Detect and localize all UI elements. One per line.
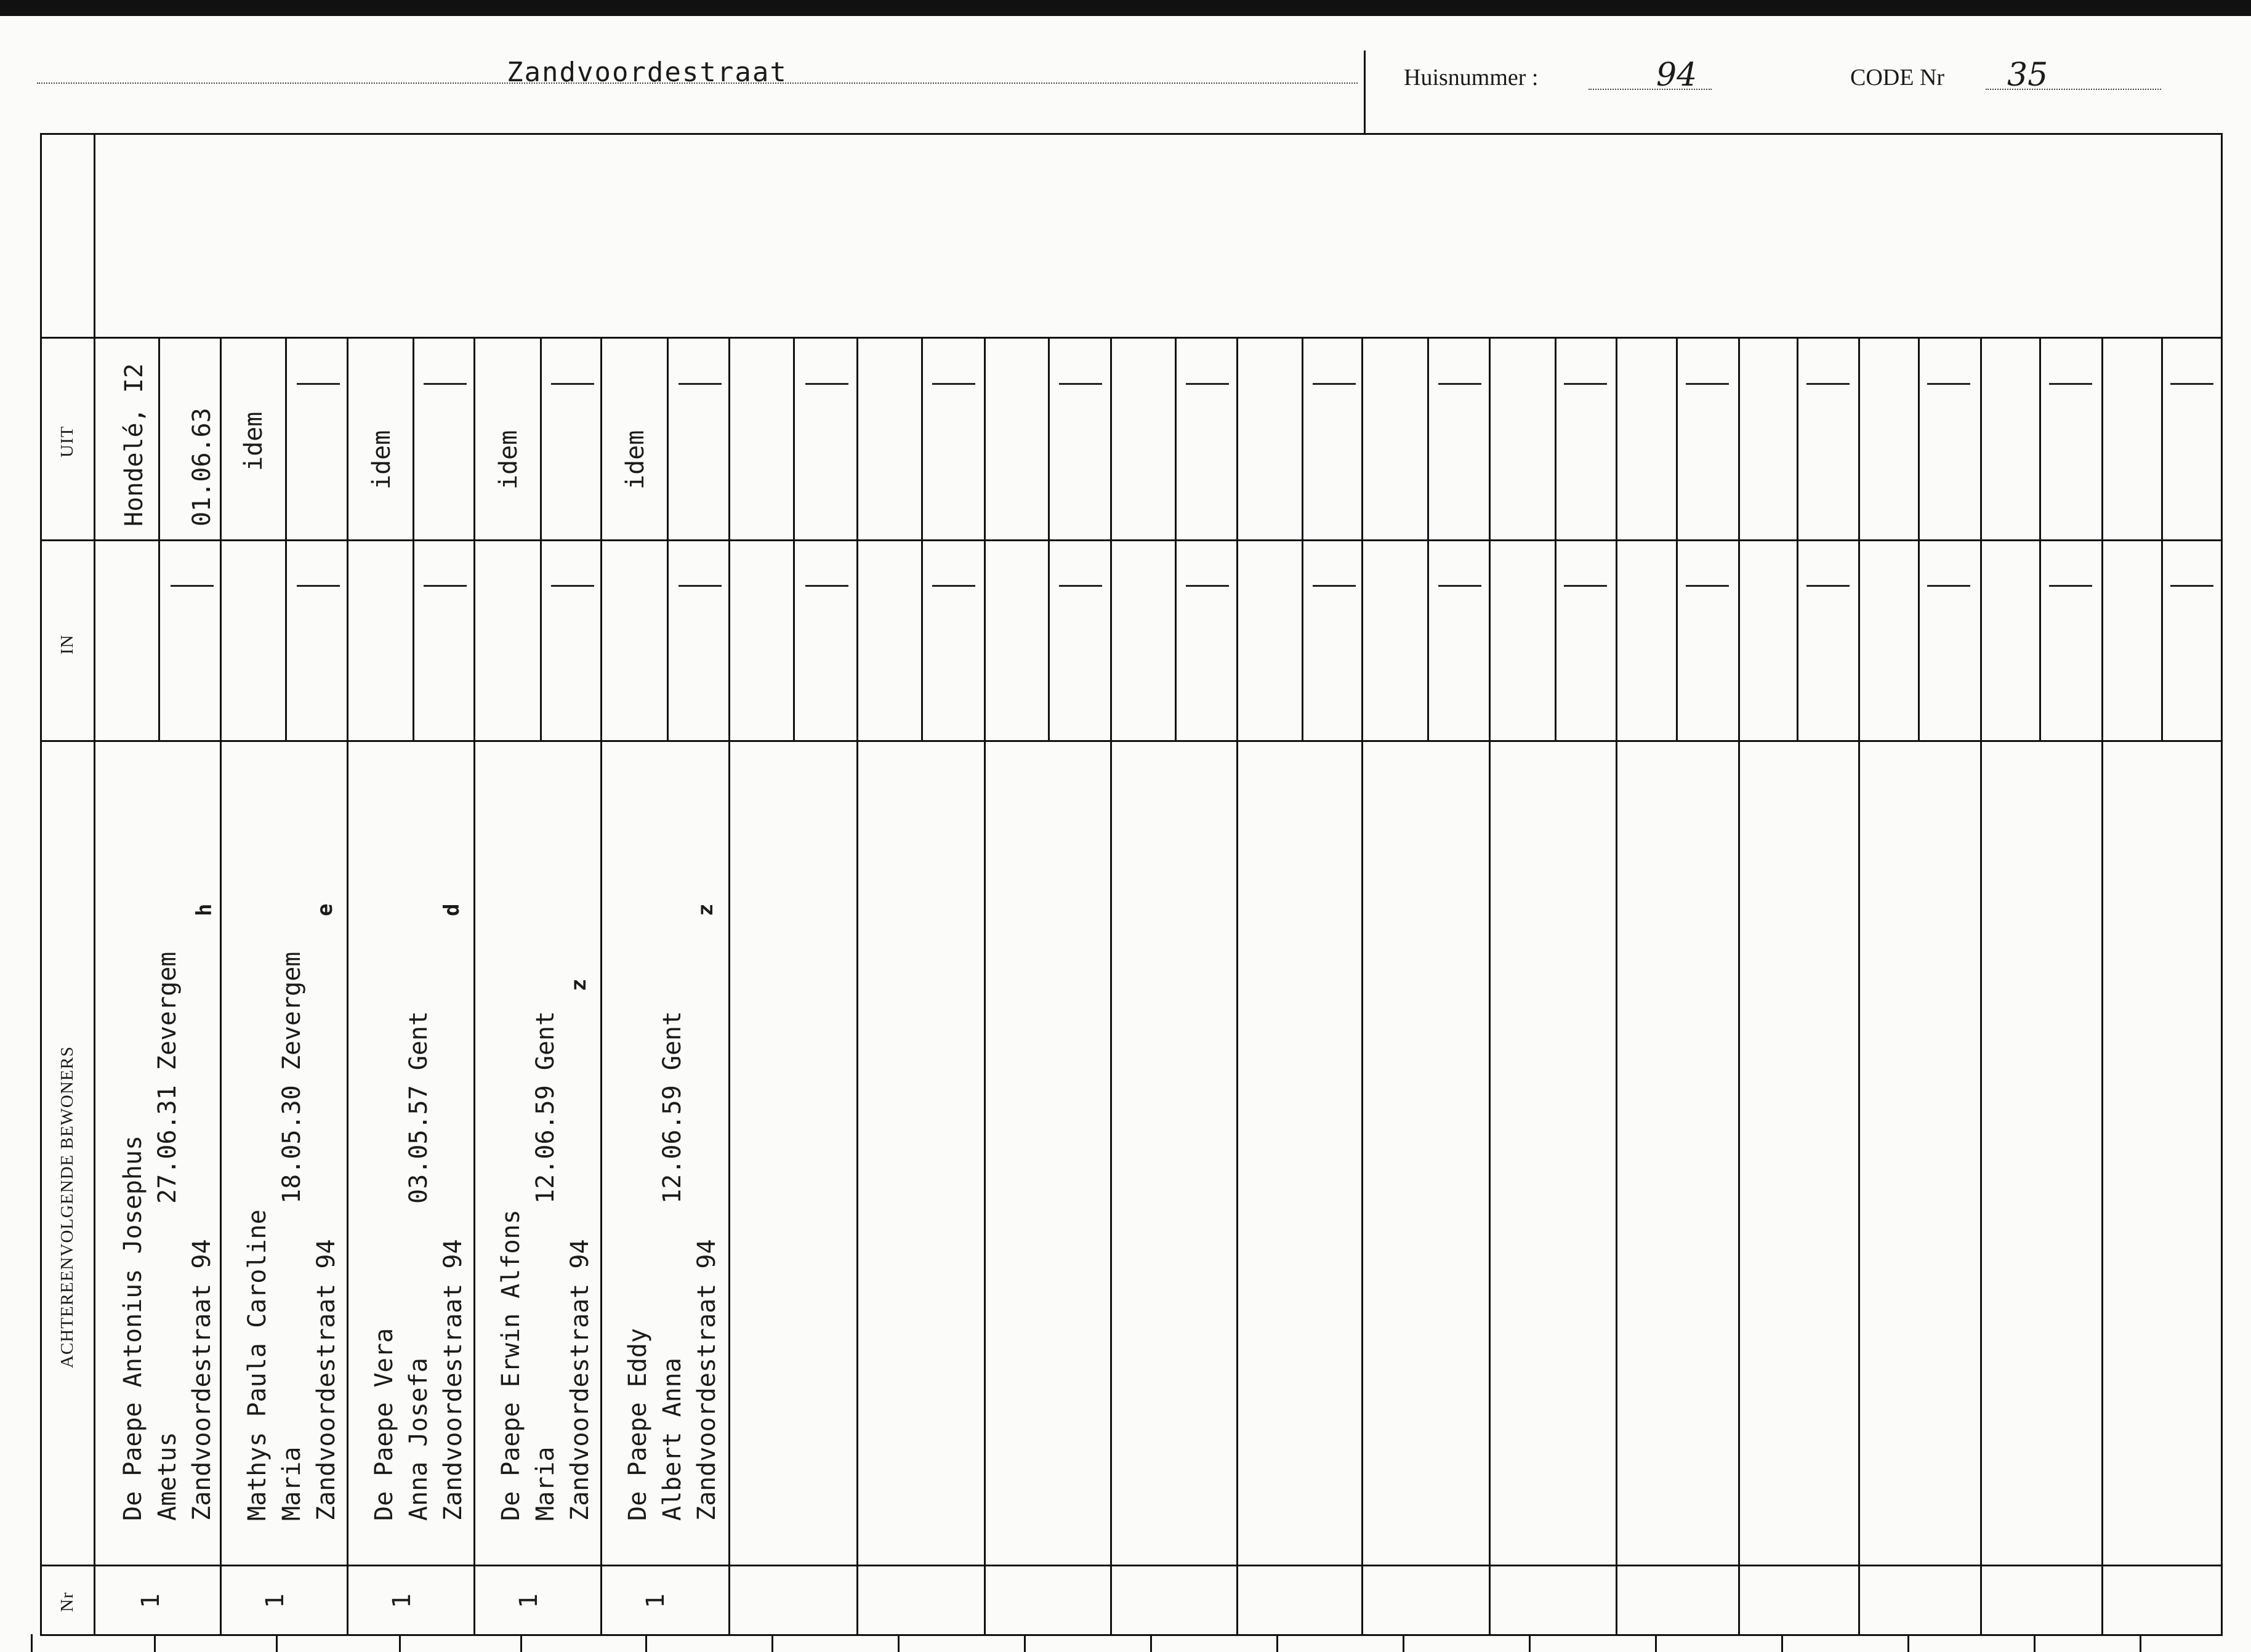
entry-1-name-line: De Paepe Antonius Josephus xyxy=(119,1135,147,1521)
entry-2-mark: e xyxy=(313,903,337,916)
entry-4-uit-place: idem xyxy=(494,430,523,490)
top-black-band xyxy=(0,0,2251,16)
entry-4-nr: 1 xyxy=(515,1593,543,1608)
entry-1-birth: 27.06.31 Zevergem xyxy=(153,951,182,1204)
entry-5-nr: 1 xyxy=(642,1593,670,1608)
entry-2-uit-place: idem xyxy=(240,411,268,471)
entry-1-uit-date: 01.06.63 xyxy=(188,408,216,526)
entry-4-given-line: Maria xyxy=(531,1446,560,1521)
entry-4-birth: 12.06.59 Gent xyxy=(531,1010,560,1204)
entry-1-nr: 1 xyxy=(137,1593,165,1608)
entry-3-name-line: De Paepe Vera xyxy=(370,1328,398,1521)
entry-5-mark: z xyxy=(693,903,718,916)
entry-3-mark: d xyxy=(440,903,464,916)
header-divider xyxy=(1364,50,1366,133)
entry-3-address: Zandvoordestraat 94 xyxy=(439,1239,467,1521)
entry-3-birth: 03.05.57 Gent xyxy=(405,1010,433,1204)
huisnummer-value: 94 xyxy=(1656,57,1697,94)
entry-5-birth: 12.06.59 Gent xyxy=(658,1010,687,1204)
entry-5-given-line: Albert Anna xyxy=(658,1358,687,1521)
entry-4-mark: z xyxy=(566,978,591,991)
entry-2-nr: 1 xyxy=(261,1593,289,1608)
entry-5-uit-place: idem xyxy=(621,430,650,490)
entry-2-address: Zandvoordestraat 94 xyxy=(312,1239,340,1521)
entry-2-given-line: Maria xyxy=(278,1446,306,1521)
entry-4-name-line: De Paepe Erwin Alfons xyxy=(497,1209,525,1521)
code-value: 35 xyxy=(2007,57,2048,94)
entry-3-uit-place: idem xyxy=(368,430,396,490)
entry-5-address: Zandvoordestraat 94 xyxy=(693,1239,721,1521)
huisnummer-label: Huisnummer : xyxy=(1404,65,1539,91)
label-bewoners: ACHTEREENVOLGENDE BEWONERS xyxy=(57,1046,77,1368)
entry-2-name-line: Mathys Paula Caroline xyxy=(243,1209,272,1521)
entry-5-name-line: De Paepe Eddy xyxy=(624,1328,652,1521)
street-dotted-line xyxy=(37,83,1358,84)
label-in: IN xyxy=(57,634,77,655)
entry-3-nr: 1 xyxy=(388,1593,416,1608)
label-uit: UIT xyxy=(57,425,77,457)
street-name: Zandvoordestraat xyxy=(507,57,787,88)
entry-2-birth: 18.05.30 Zevergem xyxy=(278,951,306,1204)
label-nr: Nr xyxy=(57,1592,77,1612)
entry-1-given-line: Ametus xyxy=(153,1432,182,1521)
code-label: CODE Nr xyxy=(1850,65,1945,91)
entry-4-address: Zandvoordestraat 94 xyxy=(566,1239,594,1521)
entry-3-given-line: Anna Josefa xyxy=(405,1358,433,1521)
entry-1-uit-place: Hondelé, I2 xyxy=(120,363,148,526)
entry-1-mark: h xyxy=(192,903,217,916)
entry-1-address: Zandvoordestraat 94 xyxy=(188,1239,216,1521)
